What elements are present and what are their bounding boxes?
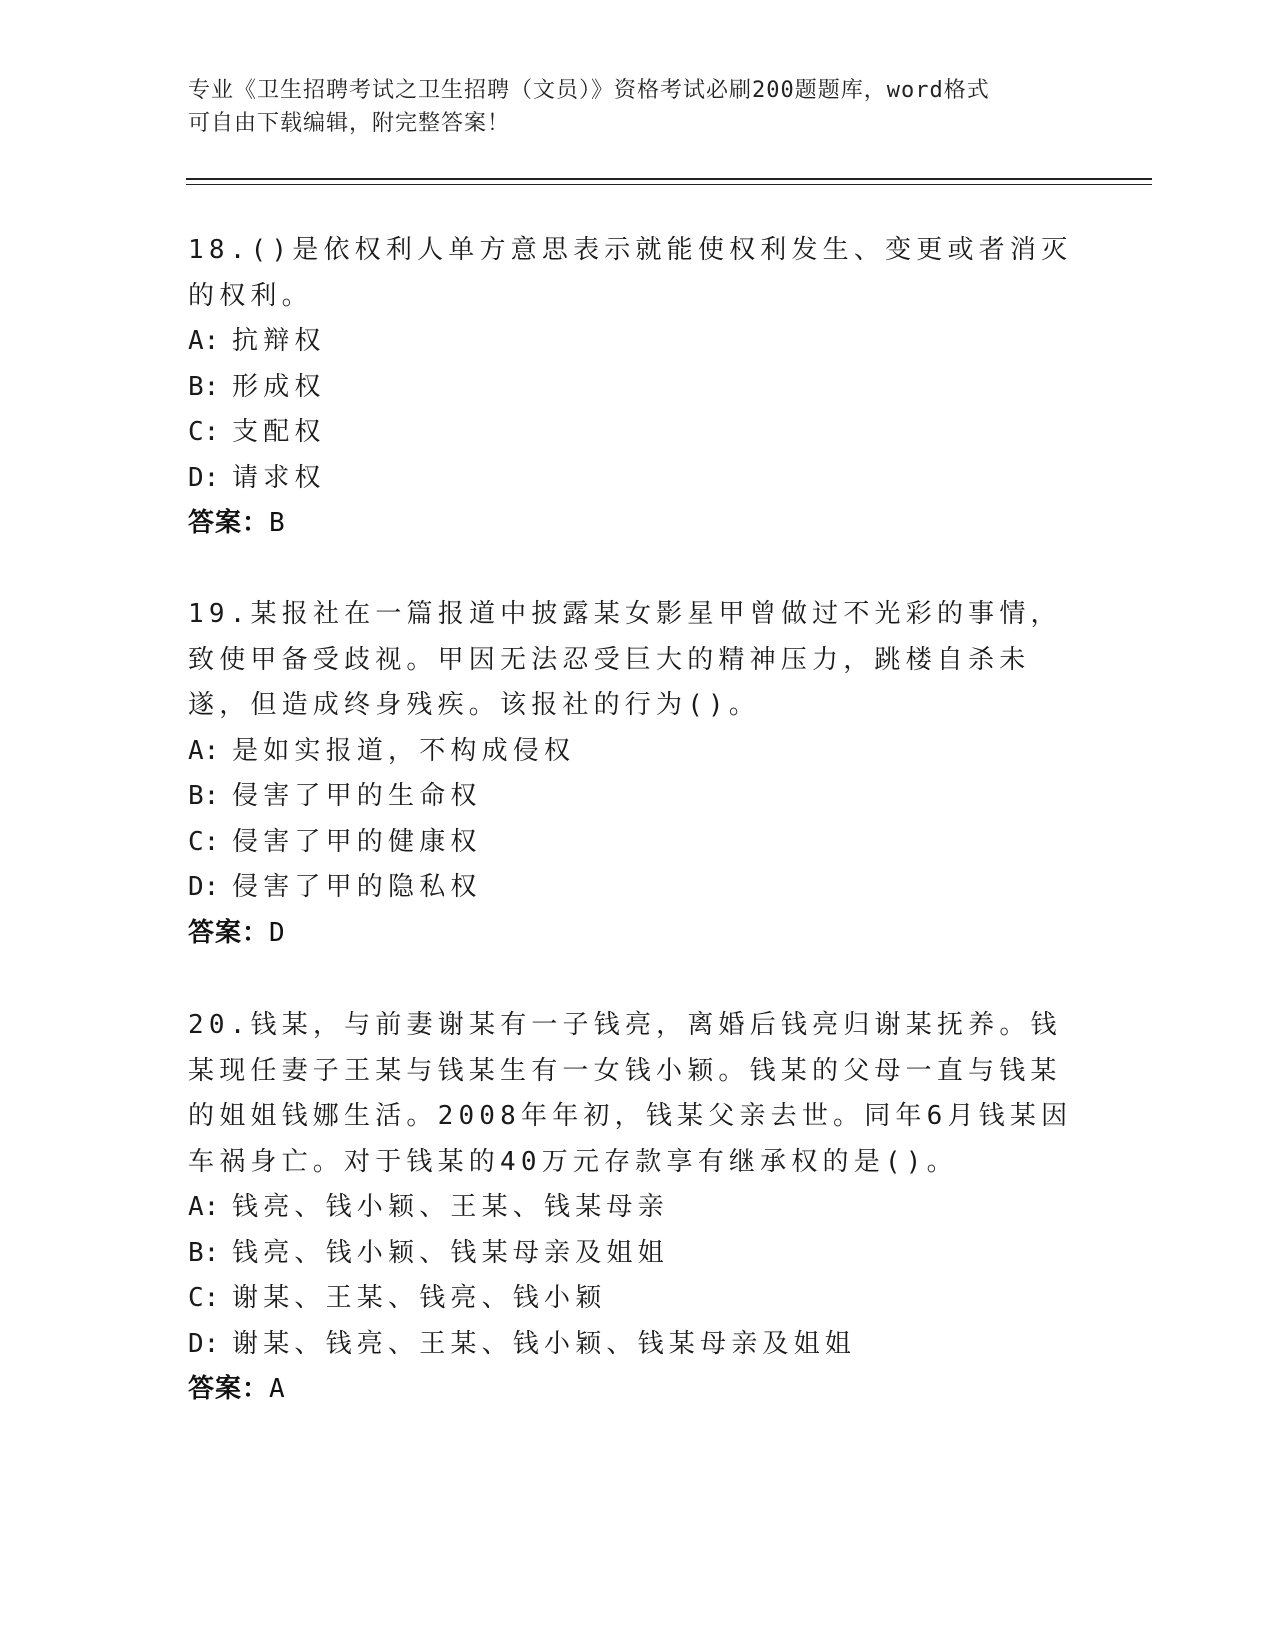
option-b [188, 1231, 1088, 1277]
option-text: 谢某、钱亮、王某、钱小颖、钱某母亲及姐姐 [232, 1328, 857, 1359]
option-c [188, 1276, 1088, 1322]
question-18 [188, 228, 1088, 547]
answer-value: A [269, 1374, 286, 1404]
answer-line [188, 1367, 1088, 1413]
option-key: D: [188, 462, 220, 493]
option-key: B: [188, 1237, 220, 1268]
question-stem: 19.某报社在一篇报道中披露某女影星甲曾做过不光彩的事情，致使甲备受歧视。甲因无法忍受巨大的精神压力，跳楼自杀未遂，但造成终身残疾。该报社的行为()。 [188, 599, 1062, 720]
option-c [188, 410, 1088, 456]
option-c [188, 820, 1088, 866]
option-a [188, 319, 1088, 365]
answer-value: D [269, 917, 286, 948]
question-stem: 20.钱某，与前妻谢某有一子钱亮，离婚后钱亮归谢某抚养。钱某现任妻子王某与钱某生有一女钱小颖。钱某的父母一直与钱某的姐姐钱娜生活。2008年年初，钱某父亲去世。同年6月钱某因车祸身亡。对于钱某的40万元存款享有继承权的是()。 [188, 1010, 1073, 1177]
option-text: 谢某、王某、钱亮、钱小颖 [232, 1283, 607, 1313]
option-text: 请求权 [232, 462, 326, 493]
option-key: D: [188, 1328, 220, 1359]
option-text: 侵害了甲的隐私权 [232, 872, 482, 902]
header-title-line-2: 可自由下载编辑，附完整答案！ [188, 111, 511, 136]
option-d [188, 1322, 1088, 1368]
option-text: 是如实报道，不构成侵权 [232, 735, 576, 766]
option-a [188, 1185, 1088, 1231]
option-key: C: [188, 1283, 220, 1313]
option-key: B: [188, 781, 220, 811]
option-key: D: [188, 872, 220, 902]
option-key: B: [188, 371, 220, 402]
option-b [188, 365, 1088, 411]
option-d [188, 865, 1088, 911]
option-text: 侵害了甲的生命权 [232, 781, 482, 811]
option-a [188, 729, 1088, 775]
option-key: A: [188, 326, 220, 356]
option-text: 钱亮、钱小颖、王某、钱某母亲 [232, 1192, 669, 1222]
question-19 [188, 592, 1088, 956]
answer-label: 答案： [188, 508, 270, 538]
document-header [188, 74, 1088, 140]
answer-label: 答案： [188, 917, 270, 948]
option-text: 形成权 [232, 371, 326, 402]
option-key: A: [188, 735, 220, 766]
option-text: 侵害了甲的健康权 [232, 826, 482, 857]
option-key: C: [188, 417, 220, 447]
option-key: C: [188, 826, 220, 857]
option-text: 支配权 [232, 417, 326, 447]
header-title-line-1: 专业《卫生招聘考试之卫生招聘（文员）》资格考试必刷200题题库，word格式 [188, 78, 990, 103]
option-text: 钱亮、钱小颖、钱某母亲及姐姐 [232, 1237, 669, 1268]
option-key: A: [188, 1192, 220, 1222]
answer-value: B [269, 508, 286, 538]
answer-line [188, 911, 1088, 957]
answer-line [188, 501, 1088, 547]
answer-label: 答案： [188, 1374, 270, 1404]
question-20 [188, 1003, 1088, 1413]
option-b [188, 774, 1088, 820]
header-divider [186, 178, 1152, 185]
question-stem: 18.()是依权利人单方意思表示就能使权利发生、变更或者消灭的权利。 [188, 235, 1073, 311]
option-d [188, 456, 1088, 502]
option-text: 抗辩权 [232, 326, 326, 356]
